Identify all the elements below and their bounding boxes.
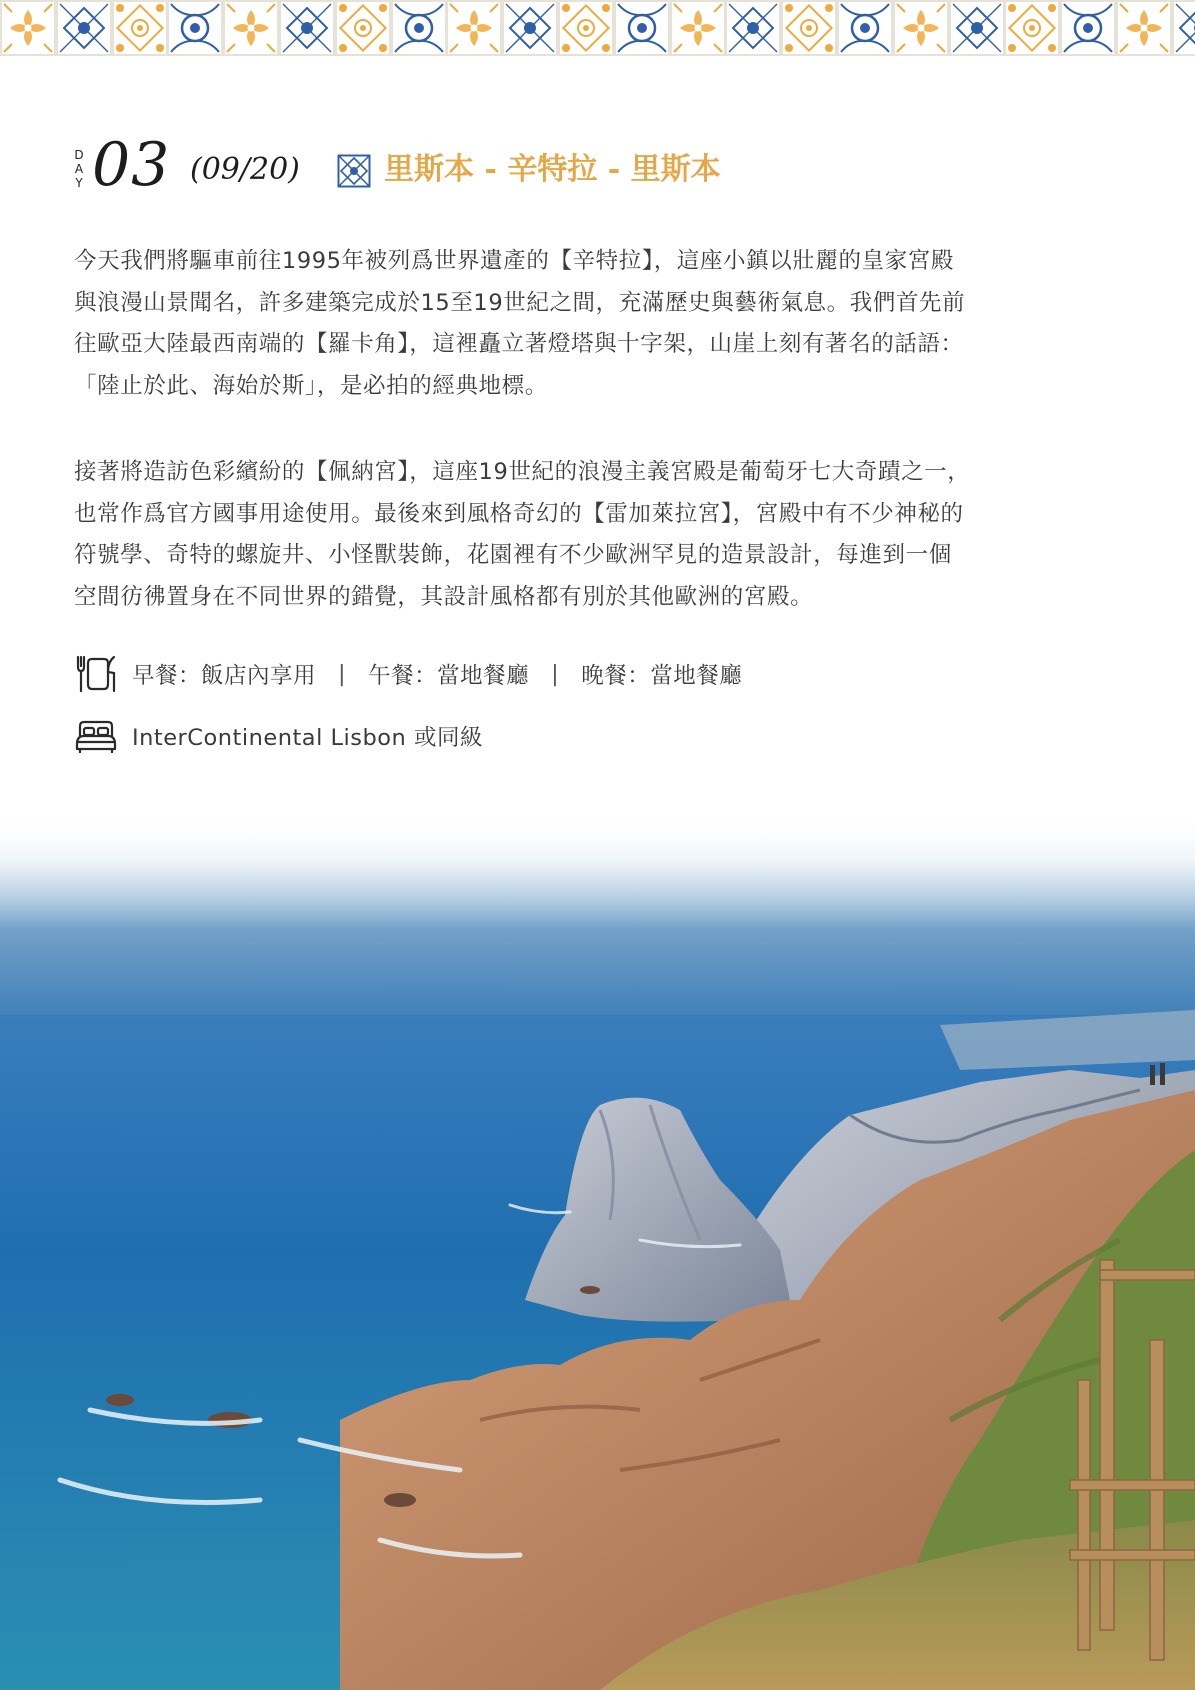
azulejo-tile <box>167 0 223 56</box>
azulejo-tile <box>1172 0 1195 56</box>
cliff-landscape-image <box>0 820 1195 1690</box>
azulejo-tile <box>1116 0 1172 56</box>
tile-icon <box>337 154 371 188</box>
paragraph-line: 今天我們將驅車前往1995年被列爲世界遺產的【辛特拉】，這座小鎮以壯麗的皇家宮殿 <box>74 248 955 274</box>
azulejo-tile <box>112 0 168 56</box>
route-title: 里斯本 - 辛特拉 - 里斯本 <box>384 152 721 187</box>
hotel-name: InterContinental Lisbon 或同級 <box>132 725 483 751</box>
azulejo-tile <box>837 0 893 56</box>
meal-separator: | <box>551 661 560 687</box>
paragraph-line: 也常作爲官方國事用途使用。最後來到風格奇幻的【雷加萊拉宮】，宮殿中有不少神秘的 <box>74 500 964 527</box>
paragraph-line: 空間彷彿置身在不同世界的錯覺，其設計風格都有別於其他歐洲的宮殿。 <box>74 583 814 610</box>
azulejo-tile <box>502 0 558 56</box>
azulejo-tile <box>558 0 614 56</box>
hotel-row <box>74 714 483 758</box>
azulejo-tile <box>56 0 112 56</box>
azulejo-tile <box>893 0 949 56</box>
day-label <box>72 148 86 190</box>
paragraph-line: 往歐亞大陸最西南端的【羅卡角】，這裡矗立著燈塔與十字架，山崖上刻有著名的話語： <box>74 331 964 357</box>
azulejo-tile <box>335 0 391 56</box>
azulejo-tile <box>725 0 781 56</box>
photo-top-fade <box>0 820 1195 930</box>
day-date: (09/20) <box>190 152 300 187</box>
meals-row <box>74 652 742 696</box>
azulejo-tile <box>1004 0 1060 56</box>
azulejo-tile <box>391 0 447 56</box>
azulejo-tile <box>279 0 335 56</box>
day-heading <box>72 130 1122 208</box>
description-paragraph <box>74 241 1134 407</box>
description-paragraph <box>74 452 1134 618</box>
breakfast-info: 早餐：飯店內享用 <box>132 663 317 689</box>
azulejo-tile-border <box>0 0 1195 58</box>
paragraph-line: 符號學、奇特的螺旋井、小怪獸裝飾，花園裡有不少歐洲罕見的造景設計，每進到一個 <box>74 542 952 568</box>
azulejo-tile <box>670 0 726 56</box>
meal-separator: | <box>338 661 347 687</box>
dinner-info: 晚餐：當地餐廳 <box>581 663 743 689</box>
coastline-photo <box>0 820 1195 1690</box>
day-letter: A <box>74 162 84 176</box>
bed-icon <box>74 716 118 756</box>
lunch-info: 午餐：當地餐廳 <box>368 663 530 689</box>
azulejo-tile <box>446 0 502 56</box>
azulejo-tile <box>0 0 56 56</box>
azulejo-tile <box>1060 0 1116 56</box>
paragraph-line: 接著將造訪色彩繽紛的【佩納宮】，這座19世紀的浪漫主義宮殿是葡萄牙七大奇蹟之一， <box>74 459 971 485</box>
azulejo-tile <box>223 0 279 56</box>
day-letter: D <box>74 148 84 162</box>
paragraph-line: 與浪漫山景聞名，許多建築完成於15至19世紀之間，充滿歷史與藝術氣息。我們首先前 <box>74 289 966 316</box>
paragraph-line: 「陸止於此、海始於斯」，是必拍的經典地標。 <box>74 372 548 399</box>
azulejo-tile <box>614 0 670 56</box>
day-number: 03 <box>92 130 171 200</box>
azulejo-tile <box>949 0 1005 56</box>
cutlery-icon <box>74 654 118 694</box>
azulejo-tile <box>781 0 837 56</box>
day-letter: Y <box>75 176 83 190</box>
